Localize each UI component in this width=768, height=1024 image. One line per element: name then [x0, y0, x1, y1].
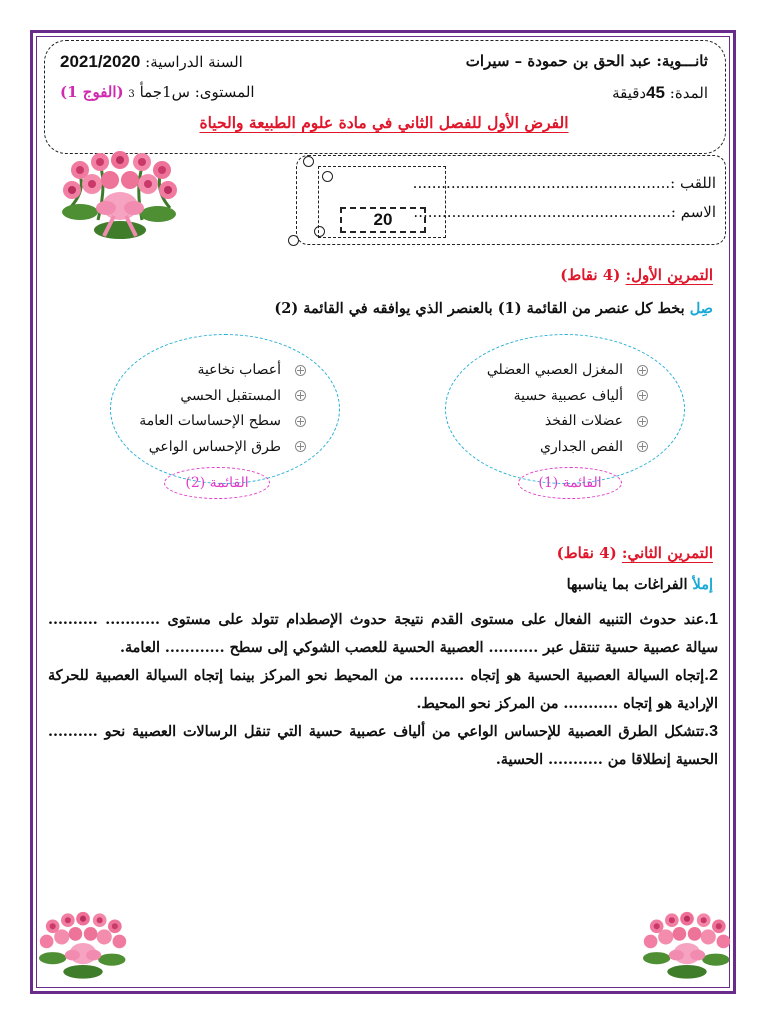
- list-item[interactable]: عضلات الفخذ: [438, 409, 648, 435]
- instruction-verb: إملأ: [692, 576, 713, 593]
- duration-label: المدة:: [669, 84, 708, 102]
- group-label: (الفوج 1): [60, 83, 124, 101]
- school-year-value: 2021/2020: [60, 52, 141, 71]
- exercise1-points: (4 نقاط): [560, 266, 621, 284]
- plus-circle-icon: [637, 441, 648, 452]
- school-name: ثانـــوية: عبد الحق بن حمودة – سيرات: [465, 52, 708, 70]
- flower-bouquet-icon: [640, 905, 734, 987]
- list1-label: القائمة (1): [518, 467, 622, 499]
- list-item[interactable]: سطح الإحساسات العامة: [116, 409, 306, 435]
- fill-in-item-1[interactable]: 1.عند حدوث التنبيه الفعال على مستوى القدم نتيجة حدوث الإصطدام تتولد على مستوى ........... .......... سيالة عصبية حسية تنتقل عبر .......... العصبية الحسية للعصب الشوكي إلى سطح ............ العامة.: [48, 611, 718, 656]
- instruction-text: بخط كل عنصر من القائمة (1) بالعنصر الذي يوافقه في القائمة (2): [274, 300, 685, 317]
- corner-circle-icon: [314, 226, 325, 237]
- list-item[interactable]: طرق الإحساس الواعي: [116, 435, 306, 461]
- plus-circle-icon: [295, 390, 306, 401]
- list-item[interactable]: الفص الجداري: [438, 435, 648, 461]
- list-item[interactable]: أعصاب نخاعية: [116, 358, 306, 384]
- duration-unit: دقيقة: [612, 84, 647, 102]
- corner-circle-icon: [303, 156, 314, 167]
- list-item[interactable]: المستقبل الحسي: [116, 384, 306, 410]
- fill-in-item-3[interactable]: 3.تتشكل الطرق العصبية للإحساس الواعي من ألياف عصبية حسية التي تنقل الرسالات العصبية نحو .......... الحسية إنطلاقا من ........... الحسية.: [48, 723, 718, 768]
- instruction-verb: صِل: [689, 300, 713, 317]
- exercise2-points: (4 نقاط): [556, 544, 617, 562]
- list2: [116, 358, 306, 460]
- school-year-label: السنة الدراسية:: [145, 53, 243, 71]
- fill-in-item-2[interactable]: 2.إتجاه السيالة العصبية الحسية هو إتجاه ........... من المحيط نحو المركز بينما إتجاه السيالة العصبية للحركة الإرادية هو إتجاه ........... من المركز نحو المحيط.: [48, 667, 718, 712]
- plus-circle-icon: [637, 416, 648, 427]
- flower-bouquet-icon: [58, 150, 182, 242]
- plus-circle-icon: [295, 441, 306, 452]
- mark-total[interactable]: 20: [340, 207, 426, 233]
- surname-field[interactable]: اللقب :......................................................: [412, 174, 716, 192]
- list-item[interactable]: المغزل العصبي العضلي: [438, 358, 648, 384]
- level-value: 1جمأ: [139, 83, 172, 101]
- list2-label: القائمة (2): [164, 467, 270, 499]
- plus-circle-icon: [295, 416, 306, 427]
- plus-circle-icon: [637, 365, 648, 376]
- firstname-field[interactable]: الاسم :......................................................: [413, 203, 716, 221]
- duration-value: 45: [646, 83, 666, 102]
- class-level: [60, 83, 255, 101]
- exam-duration: [612, 83, 708, 103]
- exercise1-title: التمرين الأول:: [625, 266, 713, 284]
- exercise2-title: التمرين الثاني:: [621, 544, 713, 562]
- corner-circle-icon: [288, 235, 299, 246]
- school-year: [60, 52, 243, 72]
- list-item[interactable]: ألياف عصبية حسية: [438, 384, 648, 410]
- level-label: المستوى: س: [171, 83, 255, 101]
- exercise2-heading: [557, 544, 713, 562]
- corner-circle-icon: [322, 171, 333, 182]
- list1: [438, 358, 648, 460]
- instruction-text: الفراغات بما يناسبها: [566, 576, 688, 593]
- exercise1-instruction: [274, 300, 713, 317]
- flower-bouquet-icon: [36, 905, 130, 987]
- exam-title: الفرض الأول للفصل الثاني في مادة علوم الطبيعة والحياة: [199, 113, 569, 132]
- level-sub: 3: [128, 89, 135, 100]
- plus-circle-icon: [295, 365, 306, 376]
- exercise1-heading: [560, 266, 713, 284]
- exercise2-instruction: [567, 576, 713, 593]
- plus-circle-icon: [637, 390, 648, 401]
